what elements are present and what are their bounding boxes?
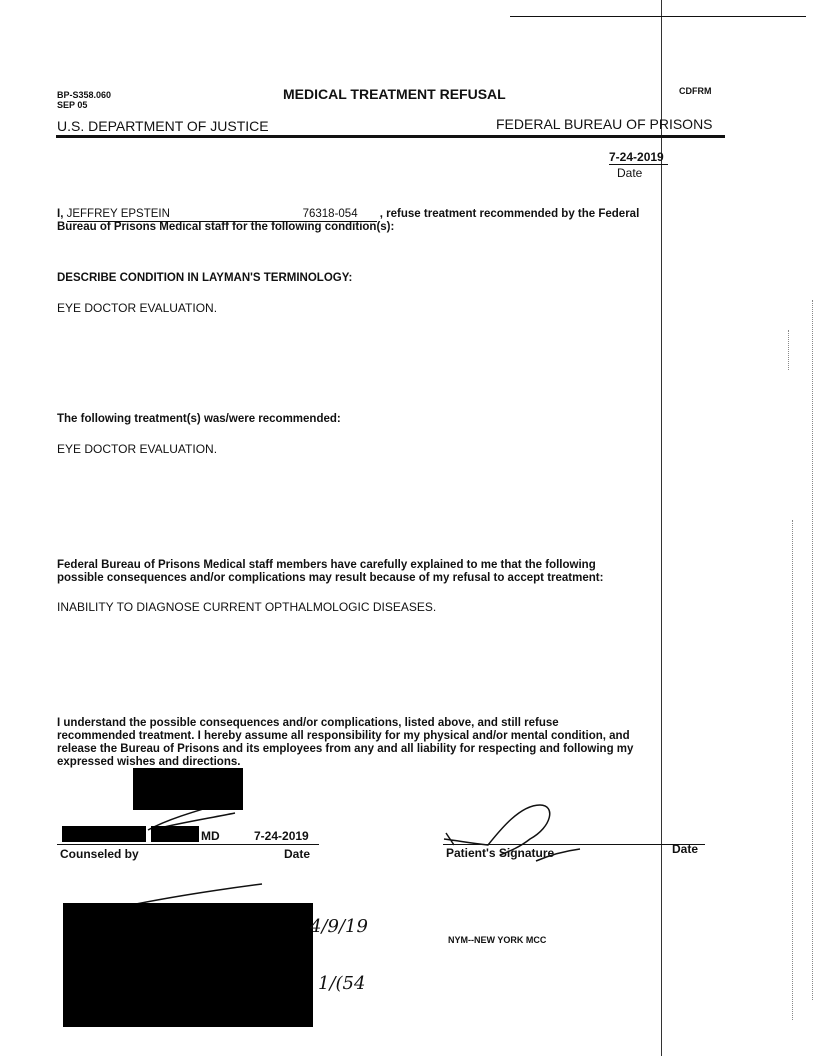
statement-line-3: release the Bureau of Prisons and its employees from any and all liability for respecting and following my	[57, 743, 634, 755]
statement-line-1: I understand the possible consequences and/or complications, listed above, and still refuse	[57, 717, 559, 729]
inmate-name: JEFFREY EPSTEIN	[67, 208, 303, 222]
counselor-credential: MD	[201, 829, 220, 843]
refusal-line-1	[57, 208, 639, 222]
statement-line-2: recommended treatment. I hereby assume all responsibility for my physical and/or mental condition, and	[57, 730, 630, 742]
header-rule	[56, 135, 725, 138]
patient-signature-scribble	[440, 795, 600, 875]
scan-top-line	[510, 16, 806, 17]
institution-code: NYM--NEW YORK MCC	[448, 935, 547, 945]
redaction-counselor-name-2	[151, 826, 199, 842]
redaction-counselor-signature	[133, 768, 243, 810]
patient-date-label: Date	[672, 842, 699, 856]
treatment-text: EYE DOCTOR EVALUATION.	[57, 442, 218, 456]
form-title: MEDICAL TREATMENT REFUSAL	[283, 86, 506, 102]
handwritten-note-2: 1/(54	[318, 973, 366, 994]
form-number: BP-S358.060	[57, 90, 112, 100]
scan-dots-right-3	[812, 300, 813, 1000]
scan-dots-right-2	[792, 520, 793, 1020]
redaction-counselor-name-1	[62, 826, 146, 842]
counselor-date-label: Date	[284, 847, 311, 861]
bureau-name: FEDERAL BUREAU OF PRISONS	[496, 116, 713, 132]
condition-heading: DESCRIBE CONDITION IN LAYMAN'S TERMINOLOGY:	[57, 272, 353, 284]
form-date-label: Date	[617, 166, 643, 180]
register-number: 76318-054	[303, 208, 377, 222]
counseled-by-label: Counseled by	[60, 847, 139, 861]
counselor-signature-line	[57, 844, 319, 845]
counselor-date-value: 7-24-2019	[254, 829, 309, 843]
form-code: CDFRM	[679, 86, 712, 96]
statement-line-4: expressed wishes and directions.	[57, 756, 241, 768]
redaction-bottom-block	[63, 903, 313, 1027]
consequences-line-1: Federal Bureau of Prisons Medical staff members have carefully explained to me that the following	[57, 559, 596, 571]
consequences-line-2: possible consequences and/or complications may result because of my refusal to accept treatment:	[57, 572, 604, 584]
form-date-value: 7-24-2019	[609, 150, 668, 165]
patient-signature-label: Patient's Signature	[446, 846, 555, 860]
scan-dots-right-1	[788, 330, 789, 370]
department-name: U.S. DEPARTMENT OF JUSTICE	[57, 118, 269, 134]
refusal-suffix: , refuse treatment recommended by the Federal	[379, 208, 640, 220]
handwritten-date-1: 4/9/19	[310, 916, 368, 937]
form-date: SEP 05	[57, 100, 88, 110]
refusal-line-2: Bureau of Prisons Medical staff for the following condition(s):	[57, 221, 395, 233]
consequences-text: INABILITY TO DIAGNOSE CURRENT OPTHALMOLOGIC DISEASES.	[57, 600, 437, 614]
patient-signature-line	[443, 844, 705, 845]
condition-text: EYE DOCTOR EVALUATION.	[57, 301, 218, 315]
treatment-heading: The following treatment(s) was/were recommended:	[57, 413, 341, 425]
refusal-prefix: I,	[57, 208, 64, 220]
